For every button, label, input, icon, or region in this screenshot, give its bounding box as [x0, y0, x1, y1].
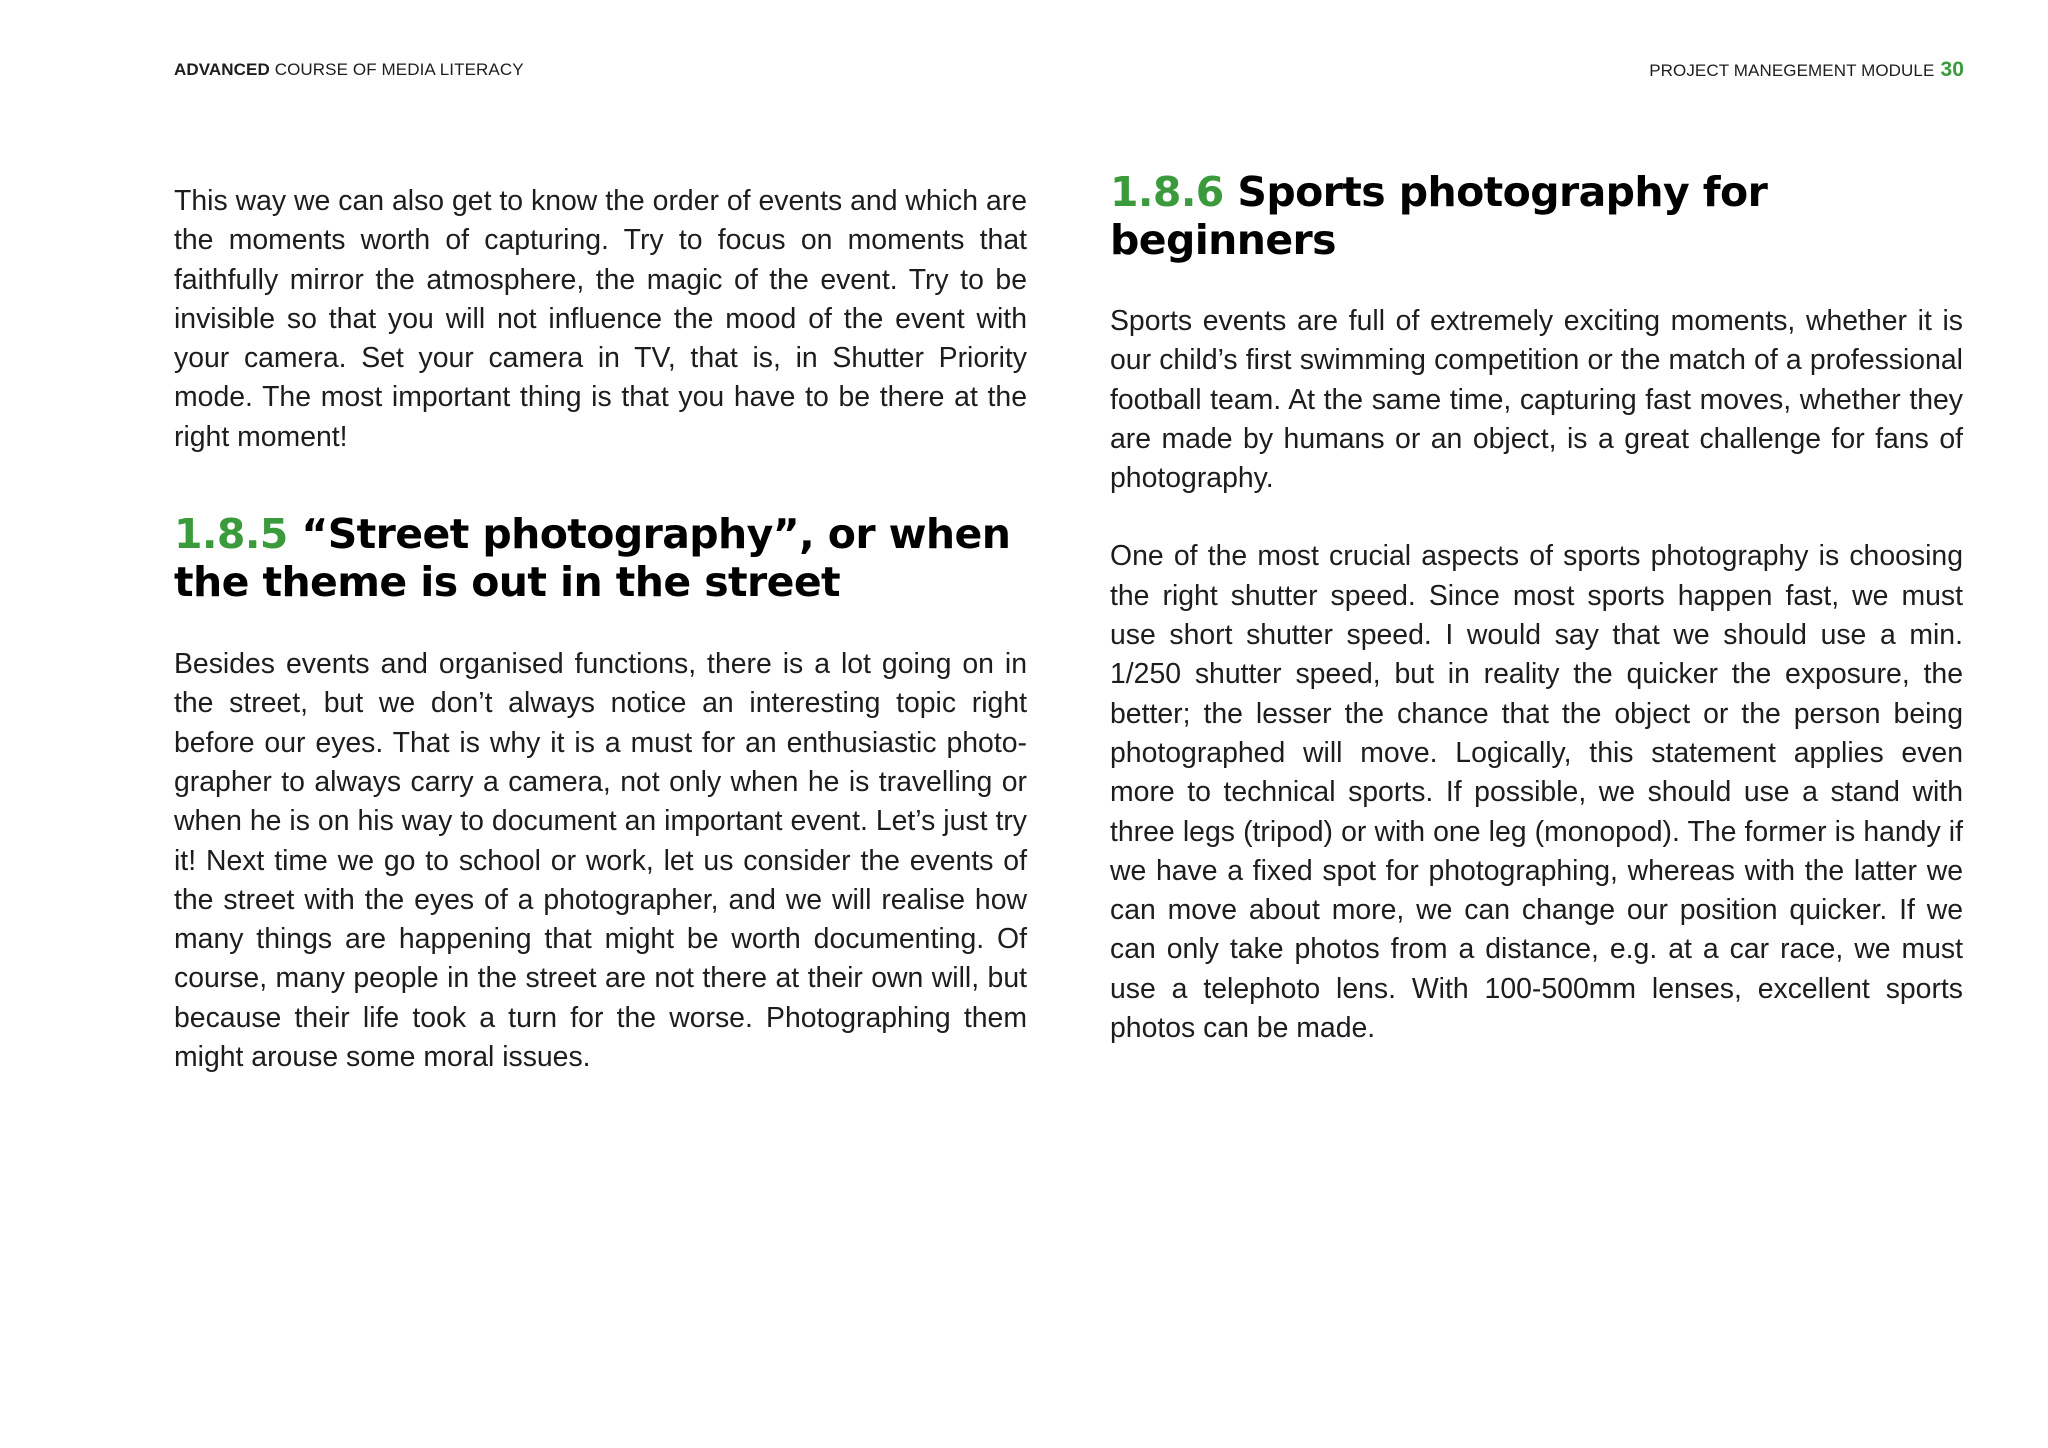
- running-head-left: [174, 58, 524, 82]
- section-number: 1.8.6: [1110, 168, 1224, 216]
- course-level-label: ADVANCED: [174, 60, 270, 79]
- section-title: Sports photography for beginners: [1110, 168, 1768, 264]
- right-column: [1110, 168, 1963, 1048]
- running-head-right: [1649, 58, 1964, 83]
- intro-paragraph: This way we can also get to know the order of events and which are the moments worth of capturing. Try to focus on moments that faithfully mirror the atmosphere, the magic of the event. Try to be invisible so that you will not influence the mood of the event with your camera. Set your camera in TV, that is, in Shutter Priority mode. The most important thing is that you have to be there at the right moment!: [174, 185, 1027, 453]
- section-heading-1-8-5: [174, 510, 1027, 606]
- section-title: “Street photography”, or when the theme is out in the street: [174, 510, 1011, 607]
- module-title: PROJECT MANEGEMENT MODULE: [1649, 61, 1935, 80]
- left-column: [174, 182, 1027, 1077]
- sports-paragraph-1: Sports events are full of extremely exciting moments, whether it is our child’s first swimming competition or the match of a professional football team. At the same time, capturing fast moves, whether they are made by humans or an object, is a great challenge for fans of photography.: [1110, 305, 1963, 495]
- sports-paragraph-2: One of the most crucial aspects of sports photography is choosing the right shutter speed. Since most sports happen fast, we must use short shutter speed. I would say that we should use a min. 1/250 shutter speed, but in reality the quicker the exposure, the better; the lesser the chance that the object or the person being photographed will move. Logically, this statement applies even more to technical sports. If possible, we should use a stand with three legs (tripod) or with one leg (monopod). The former is handy if we have a fixed spot for photographing, whereas with the latter we can move about more, we can change our position quicker. If we can only take photos from a distance, e.g. at a car race, we must use a telephoto lens. With 100-500mm lenses, excellent sports photos can be made.: [1110, 540, 1963, 1045]
- page-number: 30: [1940, 58, 1964, 81]
- course-title: COURSE OF MEDIA LITERACY: [269, 60, 524, 79]
- section-heading-1-8-6: [1110, 168, 1963, 264]
- section-number: 1.8.5: [174, 510, 288, 559]
- street-photography-paragraph: Besides events and organised functions, there is a lot going on in the street, but we don’t always notice an interesting topic right before our eyes. That is why it is a must for an enthusiastic photographer to always carry a camera, not only when he is travelling or when he is on his way to document an important event. Let’s just try it! Next time we go to school or work, let us consider the events of the street with the eyes of a photographer, and we will realise how many things are happening that might be worth documenting. Of course, many people in the street are not there at their own will, but because their life took a turn for the worse. Photographing them might arouse some moral issues.: [174, 648, 1027, 1074]
